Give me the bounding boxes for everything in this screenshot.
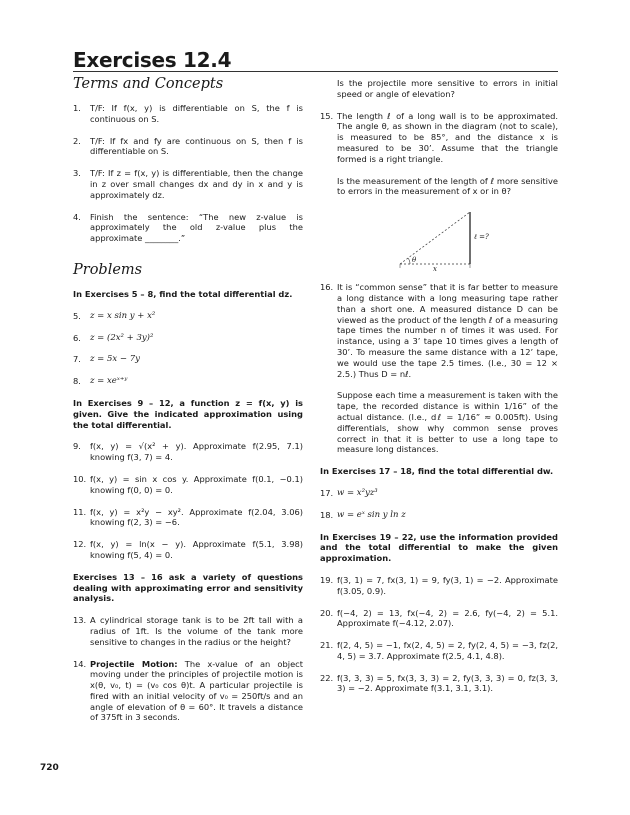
instruction-5-8: In Exercises 5 – 8, find the total differential dz. bbox=[73, 288, 293, 299]
exercise-number: 10. bbox=[73, 473, 87, 484]
exercise-number: 13. bbox=[73, 615, 87, 626]
exercise-number: 16. bbox=[320, 282, 334, 293]
exercise-6 bbox=[73, 333, 303, 344]
exercise-text: f(3, 3, 3) = 5, fx(3, 3, 3) = 2, fy(3, 3, 3) = 0, fz(3, 3, 3) = −2. Approximate f(3.1, 3.1, 3.1). bbox=[337, 672, 558, 694]
exercise-number: 2. bbox=[73, 135, 81, 146]
exercise-16 bbox=[320, 282, 558, 379]
exercise-text bbox=[90, 659, 303, 724]
exercise-19 bbox=[320, 575, 558, 597]
exercise-10 bbox=[73, 474, 303, 496]
exercise-number: 18. bbox=[320, 509, 334, 520]
exercise-3 bbox=[73, 168, 303, 200]
wall-diagram bbox=[370, 208, 500, 272]
exercise-text: T/F: If f(x, y) is differentiable on S, the f is continuous on S. bbox=[90, 103, 303, 124]
exercise-number: 22. bbox=[320, 672, 334, 683]
exercise-15 bbox=[320, 111, 558, 165]
exercise-text: z = (2x² + 3y)² bbox=[90, 332, 154, 343]
exercise-text: T/F: If z = f(x, y) is differentiable, then the change in z over small changes dx and dy in x and y is approximately dz. bbox=[90, 168, 303, 200]
instruction-17-18: In Exercises 17 – 18, find the total differential dw. bbox=[320, 466, 554, 477]
exercise-text: w = x²yz³ bbox=[337, 487, 378, 498]
exercise-number: 4. bbox=[73, 211, 81, 222]
exercise-number: 20. bbox=[320, 607, 334, 618]
diagram-x-label: x bbox=[433, 265, 437, 274]
page-number: 720 bbox=[40, 763, 59, 773]
left-column bbox=[73, 74, 303, 734]
exercise-7 bbox=[73, 354, 303, 365]
page-title: Exercises 12.4 bbox=[73, 48, 232, 72]
exercise-text: The length ℓ of a long wall is to be approximated. The angle θ, as shown in the diagram (not to scale), is measured to be 85°, and the distance x is measured to be 30’. Assume that the triangle formed is a right triangle. bbox=[337, 110, 558, 164]
exercise-text: f(2, 4, 5) = −1, fx(2, 4, 5) = 2, fy(2, 4, 5) = −3, fz(2, 4, 5) = 3.7. Approximate f(2.5, 4.1, 4.8). bbox=[337, 640, 558, 661]
exercise-15-question: Is the measurement of the length of ℓ more sensitive to errors in the measurement of x or in θ? bbox=[337, 175, 558, 197]
exercise-22 bbox=[320, 673, 558, 695]
exercise-2 bbox=[73, 136, 303, 158]
problems-heading: Problems bbox=[73, 261, 143, 278]
exercise-text: f(x, y) = ln(x − y). Approximate f(5.1, 3.98) knowing f(5, 4) = 0. bbox=[90, 539, 303, 560]
exercise-number: 11. bbox=[73, 506, 87, 517]
exercise-number: 3. bbox=[73, 168, 81, 179]
diagram-hypotenuse bbox=[400, 212, 470, 264]
exercise-21 bbox=[320, 640, 558, 662]
instruction-19-22: In Exercises 19 – 22, use the information provided and the total differential to make the given approximation. bbox=[320, 531, 558, 564]
exercise-1 bbox=[73, 103, 303, 125]
exercise-text: f(x, y) = sin x cos y. Approximate f(0.1, −0.1) knowing f(0, 0) = 0. bbox=[90, 473, 303, 495]
exercise-number: 12. bbox=[73, 539, 87, 550]
exercise-text: f(x, y) = √(x² + y). Approximate f(2.95, 7.1) knowing f(3, 7) = 4. bbox=[90, 441, 303, 463]
exercise-number: 6. bbox=[73, 332, 81, 343]
title-rule bbox=[73, 71, 558, 72]
terms-heading: Terms and Concepts bbox=[73, 76, 224, 92]
exercise-body: The x-value of an object moving under the principles of projectile motion is x(θ, v₀, t) = (v₀ cos θ)t. A particular projectile is fired with an initial velocity of v₀ = 250ft/s and an angle of elevation of θ = 60°. It travels a distance of 375ft in 3 seconds. bbox=[90, 658, 303, 723]
exercise-4 bbox=[73, 212, 303, 244]
diagram-angle-arc bbox=[408, 258, 410, 264]
diagram-ell-label: ℓ =? bbox=[474, 233, 489, 242]
exercise-lead: Projectile Motion: bbox=[90, 658, 178, 669]
exercise-text: T/F: If fx and fy are continuous on S, then f is differentiable on S. bbox=[90, 135, 303, 157]
exercise-text: f(−4, 2) = 13, fx(−4, 2) = 2.6, fy(−4, 2) = 5.1. Approximate f(−4.12, 2.07). bbox=[337, 607, 558, 629]
exercise-number: 1. bbox=[73, 103, 81, 113]
exercise-text: f(x, y) = x²y − xy². Approximate f(2.04, 3.06) knowing f(2, 3) = −6. bbox=[90, 506, 303, 528]
exercise-16-part2: Suppose each time a measurement is taken with the tape, the recorded distance is within 1/16” of the actual distance. (I.e., dℓ = 1/16” ≈ 0.005ft). Using differentials, show why common sense proves correct in that it is better to use a long tape to measure long distances. bbox=[337, 390, 558, 455]
instruction-13-16: Exercises 13 – 16 ask a variety of questions dealing with approximating error and sensitivity analysis. bbox=[73, 571, 303, 604]
exercise-5 bbox=[73, 311, 303, 322]
exercise-number: 19. bbox=[320, 574, 334, 585]
right-column bbox=[320, 78, 558, 705]
exercise-number: 14. bbox=[73, 658, 87, 669]
exercise-18 bbox=[320, 510, 558, 521]
exercise-8 bbox=[73, 376, 303, 387]
exercise-text: z = 5x − 7y bbox=[90, 354, 140, 365]
exercise-text: z = x sin y + x² bbox=[90, 310, 156, 321]
exercise-text: f(3, 1) = 7, fx(3, 1) = 9, fy(3, 1) = −2. Approximate f(3.05, 0.9). bbox=[337, 574, 558, 596]
exercise-number: 8. bbox=[73, 376, 81, 387]
diagram-theta-label: θ bbox=[412, 256, 417, 265]
exercise-number: 15. bbox=[320, 110, 334, 121]
exercise-text: It is “common sense” that it is far better to measure a long distance with a long measuring tape rather than a short one. A measured distance D can be viewed as the product of the length ℓ of a measuring tape times the number n of times it was used. For instance, using a 3’ tape 10 times gives a length of 30’. To measure the same distance with a 12’ tape, we would use the tape 2.5 times. (I.e., 30 = 12 × 2.5.) Thus D = nℓ. bbox=[337, 282, 558, 379]
exercise-number: 5. bbox=[73, 310, 81, 321]
exercise-number: 17. bbox=[320, 487, 334, 498]
exercise-text: w = eˣ sin y ln z bbox=[337, 509, 406, 520]
instruction-9-12: In Exercises 9 – 12, a function z = f(x, y) is given. Give the indicated approximation using the total differential. bbox=[73, 397, 303, 430]
exercise-20 bbox=[320, 608, 558, 630]
exercise-14-continued: Is the projectile more sensitive to errors in initial speed or angle of elevation? bbox=[337, 78, 558, 99]
exercise-number: 7. bbox=[73, 354, 81, 365]
exercise-12 bbox=[73, 539, 303, 561]
exercise-text: A cylindrical storage tank is to be 2ft tall with a radius of 1ft. Is the volume of the tank more sensitive to changes in the radius or the height? bbox=[90, 615, 303, 647]
exercise-14 bbox=[73, 659, 303, 724]
exercise-number: 21. bbox=[320, 640, 334, 651]
exercise-text: z = xeˣ⁺ʸ bbox=[90, 376, 128, 387]
exercise-9 bbox=[73, 441, 303, 463]
exercise-17 bbox=[320, 488, 558, 499]
exercise-11 bbox=[73, 507, 303, 529]
exercise-number: 9. bbox=[73, 441, 81, 452]
exercise-text: Finish the sentence: “The new z-value is approximately the old z-value plus the approximate ________.” bbox=[90, 211, 303, 244]
exercise-13 bbox=[73, 615, 303, 647]
